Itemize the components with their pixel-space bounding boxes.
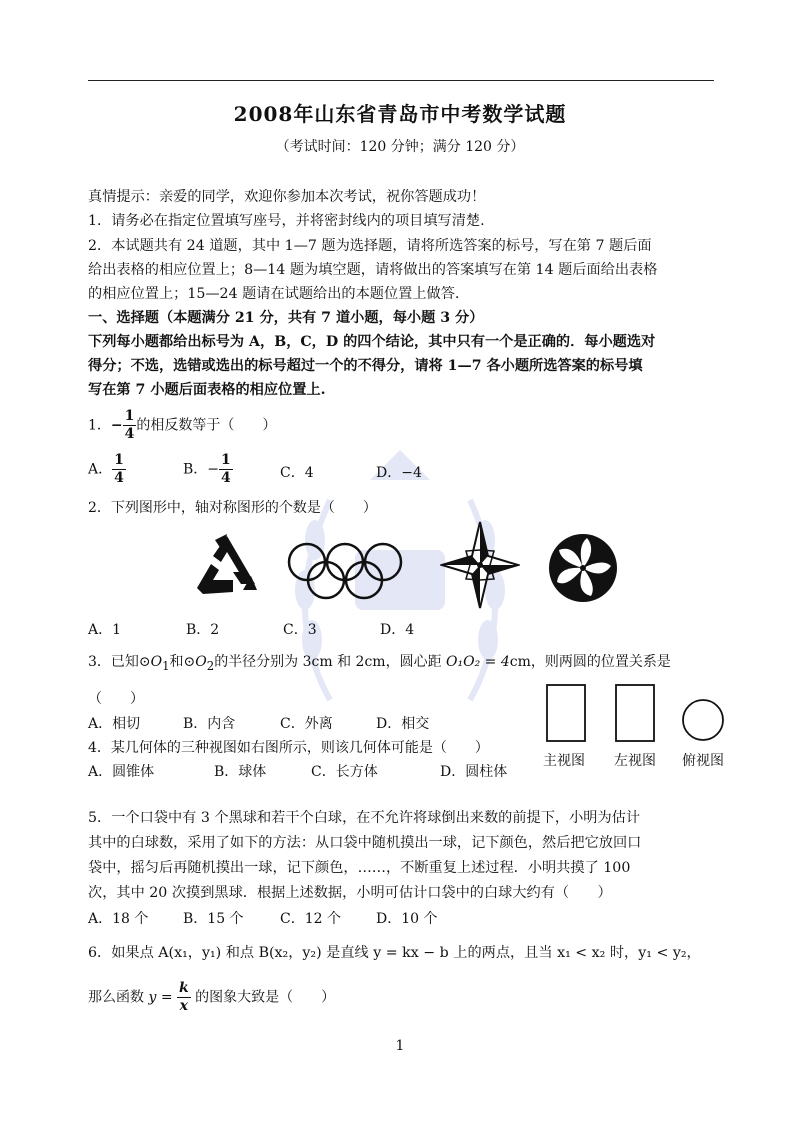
q5-line-1: 5．一个口袋中有 3 个黑球和若干个白球，在不允许将球倒出来数的前提下，小明为估计 xyxy=(88,810,641,826)
q5-option-c: C．12 个 xyxy=(280,911,341,927)
q3-answer-paren: （ ） xyxy=(88,691,144,707)
instruction-line-2c: 的相应位置上；15—24 题请在试题给出的本题位置上做答. xyxy=(88,286,460,302)
section-desc-b: 得分；不选，选错或选出的标号超过一个的不得分，请将 1—7 各小题所选答案的标号填 xyxy=(88,358,643,374)
q1-text: 的相反数等于（ ） xyxy=(136,417,277,434)
q3-option-b: B．内含 xyxy=(183,716,236,732)
olympic-rings-figure xyxy=(285,542,405,602)
page-number: 1 xyxy=(395,1038,405,1054)
q2-option-b: B．2 xyxy=(186,622,220,638)
q2-option-d: D．4 xyxy=(380,622,415,638)
q4-option-b: B．球体 xyxy=(214,764,267,780)
q6-line-2: 那么函数 y = $\frac{k}{x}$ 的图象大致是（ ） xyxy=(88,980,336,1014)
q5-line-4: 次，其中 20 次摸到黑球．根据上述数据，小明可估计口袋中的白球大约有（ ） xyxy=(88,885,612,901)
q1-option-b: B．− $\frac{1}{4}$ xyxy=(183,452,231,486)
q2-option-a: A．1 xyxy=(88,622,122,638)
q3-option-c: C．外离 xyxy=(280,716,333,732)
q5-option-b: B．15 个 xyxy=(183,911,244,927)
instruction-line-2b: 给出表格的相应位置上；8—14 题为填空题，请将做出的答案填写在第 14 题后面给出表格 xyxy=(88,262,658,278)
q4-stem: 4．某几何体的三种视图如右图所示，则该几何体可能是（ ） xyxy=(88,740,489,756)
q1-fraction: $\frac{1}{4}$ xyxy=(124,408,135,442)
compass-star-figure xyxy=(440,520,520,610)
instruction-intro: 真情提示：亲爱的同学，欢迎你参加本次考试，祝你答题成功！ xyxy=(88,189,486,205)
q4-option-c: C．长方体 xyxy=(311,764,378,780)
q3-option-d: D．相交 xyxy=(376,716,430,732)
q1-neg: − xyxy=(110,417,123,434)
bauhinia-flower-figure xyxy=(547,532,619,604)
q2-option-c: C．3 xyxy=(283,622,317,638)
section-desc-a: 下列每小题都给出标号为 A，B，C，D 的四个结论，其中只有一个是正确的．每小题选对 xyxy=(88,334,656,350)
q6-line-1: 6．如果点 A(x₁，y₁) 和点 B(x₂，y₂) 是直线 y = kx − b 上的两点，且当 x₁ < x₂ 时，y₁ < y₂， xyxy=(88,945,701,961)
q1-stem xyxy=(88,408,276,443)
q5-line-3: 袋中，摇匀后再随机摸出一球，记下颜色，……，不断重复上述过程．小明共摸了 100 xyxy=(88,860,631,876)
section-heading: 一、选择题（本题满分 21 分，共有 7 道小题，每小题 3 分） xyxy=(88,310,484,326)
instruction-line-2a: 2．本试题共有 24 道题，其中 1—7 题为选择题，请将所选答案的标号，写在第 7 题后面 xyxy=(88,238,652,254)
header-rule xyxy=(88,80,714,81)
q1-option-d: D．−4 xyxy=(376,465,422,481)
recycle-symbol-figure xyxy=(193,532,261,600)
q4-option-a: A．圆锥体 xyxy=(88,764,155,780)
front-view-label: 主视图 xyxy=(543,753,585,769)
q5-line-2: 其中的白球数，采用了如下的方法：从口袋中随机摸出一球，记下颜色，然后把它放回口 xyxy=(88,835,642,851)
q1-number: 1． xyxy=(88,417,111,434)
q3-option-a: A．相切 xyxy=(88,716,141,732)
q3-distance: O₁O₂ = 4 xyxy=(446,654,510,670)
q6-fraction: $\frac{k}{x}$ xyxy=(179,980,189,1014)
section-desc-c: 写在第 7 小题后面表格的相应位置上. xyxy=(88,382,326,398)
exam-title: 2008年山东省青岛市中考数学试题 xyxy=(233,102,567,126)
instruction-line-1: 1．请务必在指定位置填写座号，并将密封线内的项目填写清楚. xyxy=(88,213,485,229)
q5-option-a: A．18 个 xyxy=(88,911,149,927)
q3-stem: 3．已知$⊙O_1$和$⊙O_2$的半径分别为 3cm 和 2cm，圆心距 O₁O₂ = 4cm，则两圆的位置关系是 xyxy=(88,654,671,673)
three-views-figure xyxy=(540,680,740,745)
q5-option-d: D．10 个 xyxy=(376,911,438,927)
top-view-label: 俯视图 xyxy=(682,753,724,769)
q1-option-a: A． $\frac{1}{4}$ xyxy=(88,452,124,486)
q4-option-d: D．圆柱体 xyxy=(440,764,508,780)
exam-subtitle: （考试时间：120 分钟；满分 120 分） xyxy=(275,139,525,155)
q1-option-c: C．4 xyxy=(280,465,314,481)
q2-stem: 2．下列图形中，轴对称图形的个数是（ ） xyxy=(88,500,377,516)
side-view-label: 左视图 xyxy=(614,753,656,769)
